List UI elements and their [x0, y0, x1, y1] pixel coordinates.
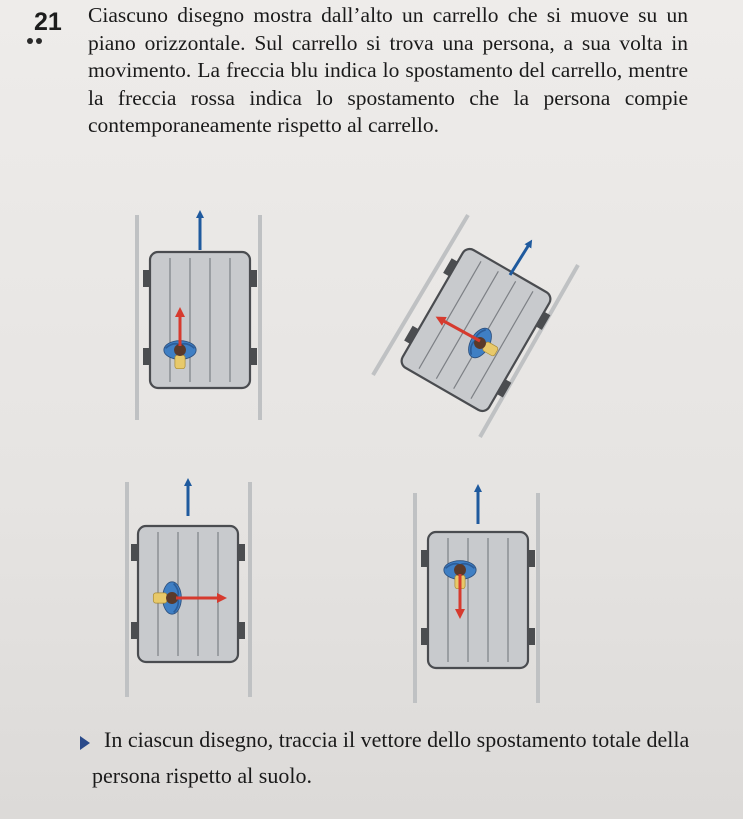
instruction-arrow-icon	[80, 736, 90, 750]
diagram-1	[120, 200, 280, 425]
diagram-2	[368, 205, 598, 445]
difficulty-dots	[27, 38, 42, 44]
cart	[393, 243, 560, 418]
cart-displacement-arrow	[510, 243, 530, 275]
problem-text: Ciascuno disegno mostra dall’alto un carrello che si muove su un piano orizzontale. Sul carrello si trova una persona, a sua volta in movimento. La freccia blu indica lo spostamento del carrello, mentre la freccia rossa indica lo spostamento che la persona compie contemporaneamente rispetto al carrello.	[88, 3, 688, 137]
instruction-text: In ciascun disegno, traccia il vettore dello spostamento totale della persona rispetto al suolo.	[92, 727, 690, 788]
cart	[421, 532, 535, 668]
exercise-number: 21	[34, 8, 62, 36]
diagram-3	[110, 472, 270, 702]
diagram-4	[398, 478, 558, 708]
cart	[131, 526, 245, 662]
cart	[143, 252, 257, 388]
